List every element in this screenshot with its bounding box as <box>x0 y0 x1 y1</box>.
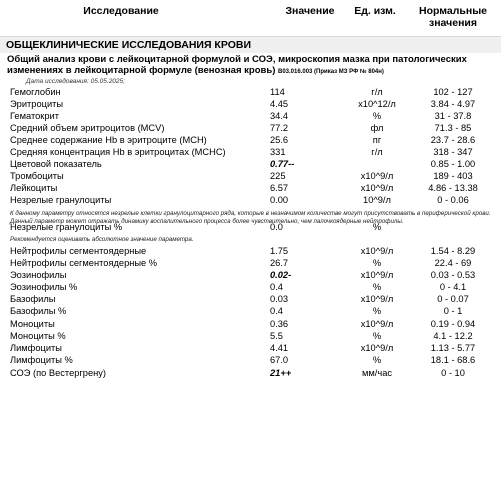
row-value: 225 <box>270 171 286 181</box>
row-range: 31 - 37.8 <box>434 111 472 121</box>
table-row <box>0 305 501 317</box>
row-name: Эозинофилы % <box>10 282 78 292</box>
table-row <box>0 354 501 366</box>
table-row <box>0 158 501 170</box>
row-range: 0 - 0.07 <box>437 294 469 304</box>
study-date: Дата исследования: 05.05.2025; <box>26 78 125 85</box>
row-value: 0.00 <box>270 195 289 205</box>
row-name: Нейтрофилы сегментоядерные % <box>10 258 158 268</box>
row-range: 1.54 - 8.29 <box>430 246 476 256</box>
row-range: 0.03 - 0.53 <box>430 270 476 280</box>
column-header-norm <box>408 5 498 29</box>
row-unit: мм/час <box>361 368 393 378</box>
row-value: 0.0 <box>270 222 283 232</box>
row-name: Среднее содержание Hb в эритроците (MCH) <box>10 135 207 145</box>
row-name: Тромбоциты <box>10 171 64 181</box>
row-name: Эозинофилы <box>10 270 67 280</box>
column-header-study: Исследование <box>83 5 159 17</box>
table-row <box>0 86 501 98</box>
row-unit: % <box>372 111 382 121</box>
row-name: Эритроциты <box>10 99 64 109</box>
row-value: 77.2 <box>270 123 289 133</box>
row-unit: x10^9/л <box>360 294 394 304</box>
column-header-norm-line2: значения <box>429 17 477 29</box>
row-value: 331 <box>270 147 286 157</box>
row-value: 26.7 <box>270 258 289 268</box>
row-range: 1.13 - 5.77 <box>430 343 476 353</box>
row-name: Гематокрит <box>10 111 59 121</box>
row-value: 0.36 <box>270 319 289 329</box>
row-range: 71.3 - 85 <box>434 123 472 133</box>
table-row <box>0 182 501 194</box>
row-range: 23.7 - 28.6 <box>430 135 476 145</box>
row-value: 114 <box>270 87 285 97</box>
table-row <box>0 98 501 110</box>
row-unit: % <box>372 222 382 232</box>
table-row <box>0 257 501 269</box>
row-value: 0.03 <box>270 294 289 304</box>
row-range: 102 - 127 <box>433 87 473 97</box>
row-unit: % <box>372 355 382 365</box>
row-unit: x10^9/л <box>360 246 394 256</box>
study-title: Общий анализ крови с лейкоцитарной формулой и СОЭ, микроскопия мазка при патологических изменениях в лейкоцитарной формуле (венозная кровь) <box>7 54 467 76</box>
row-name: СОЭ (по Вестергрену) <box>10 368 107 378</box>
row-unit: фл <box>370 123 384 133</box>
row-value: 4.45 <box>270 99 289 109</box>
row-range: 4.86 - 13.38 <box>428 183 478 193</box>
table-row <box>0 194 501 206</box>
row-unit: x10^9/л <box>360 319 394 329</box>
row-value: 4.41 <box>270 343 289 353</box>
row-unit: x10^12/л <box>358 99 396 109</box>
row-range: 4.1 - 12.2 <box>433 331 473 341</box>
row-name: Лимфоциты <box>10 343 62 353</box>
table-row <box>0 342 501 354</box>
row-value: 1.75 <box>270 246 289 256</box>
note-immature-granulocytes: К данному параметру относятся незрелые клетки гранулоцитарного ряда, которые в незначимом количестве могут присутствовать в периферической крови. Данный параметр может отражать динамику воспалительного процесса более чувствительно, чем палочкоядерные нейтрофилы. <box>10 210 491 225</box>
row-value: 21++ <box>270 368 292 378</box>
study-code: B03.016.003 (Приказ МЗ РФ № 804н) <box>278 69 384 75</box>
row-unit: г/л <box>371 147 383 157</box>
row-value: 0.02- <box>270 270 292 280</box>
row-range: 318 - 347 <box>433 147 473 157</box>
table-row <box>0 110 501 122</box>
row-range: 0.85 - 1.00 <box>430 159 476 169</box>
row-unit: % <box>372 306 382 316</box>
column-header-norm-line1: Нормальные <box>418 5 487 17</box>
row-unit: % <box>372 331 382 341</box>
row-unit: % <box>372 282 382 292</box>
row-unit: x10^9/л <box>360 183 394 193</box>
column-header-unit: Ед. изм. <box>354 5 396 17</box>
row-name: Средняя концентрация Hb в эритроцитах (MCHC) <box>10 147 226 157</box>
row-name: Лейкоциты <box>10 183 58 193</box>
table-row <box>0 281 501 293</box>
row-unit: 10^9/л <box>363 195 391 205</box>
row-unit: пг <box>372 135 382 145</box>
table-row <box>0 318 501 330</box>
row-unit: x10^9/л <box>360 270 394 280</box>
row-unit: г/л <box>371 87 383 97</box>
table-row <box>0 330 501 342</box>
row-range: 3.84 - 4.97 <box>430 99 476 109</box>
row-value: 0.4 <box>270 282 283 292</box>
row-name: Моноциты % <box>10 331 66 341</box>
study-title-block <box>7 54 497 78</box>
row-unit: % <box>372 258 382 268</box>
table-row <box>0 293 501 305</box>
row-value: 0.4 <box>270 306 283 316</box>
row-name: Незрелые гранулоциты % <box>10 222 123 232</box>
row-range: 0 - 10 <box>441 368 465 378</box>
section-header <box>0 36 501 53</box>
table-row <box>0 367 501 379</box>
row-name: Базофилы % <box>10 306 67 316</box>
row-name: Нейтрофилы сегментоядерные <box>10 246 147 256</box>
row-name: Моноциты <box>10 319 55 329</box>
table-row <box>0 122 501 134</box>
row-unit: x10^9/л <box>360 171 394 181</box>
row-value: 6.57 <box>270 183 289 193</box>
row-name: Цветовой показатель <box>10 159 102 169</box>
note-absolute-value: Рекомендуется оценивать абсолютное значение параметра. <box>10 236 194 243</box>
row-range: 0.19 - 0.94 <box>430 319 476 329</box>
table-header <box>0 0 501 32</box>
row-value: 25.6 <box>270 135 289 145</box>
table-row <box>0 170 501 182</box>
row-range: 18.1 - 68.6 <box>430 355 476 365</box>
row-range: 189 - 403 <box>433 171 473 181</box>
table-row <box>0 269 501 281</box>
row-value: 5.5 <box>270 331 283 341</box>
row-value: 67.0 <box>270 355 289 365</box>
row-name: Незрелые гранулоциты <box>10 195 112 205</box>
row-range: 0 - 1 <box>443 306 463 316</box>
table-row <box>0 245 501 257</box>
column-header-value: Значение <box>285 5 335 17</box>
row-name: Средний объем эритроцитов (MCV) <box>10 123 165 133</box>
row-name: Базофилы <box>10 294 56 304</box>
row-range: 0 - 4.1 <box>439 282 467 292</box>
section-title: ОБЩЕКЛИНИЧЕСКИЕ ИССЛЕДОВАНИЯ КРОВИ <box>6 39 251 51</box>
table-row <box>0 134 501 146</box>
row-value: 34.4 <box>270 111 289 121</box>
table-row <box>0 146 501 158</box>
row-unit: x10^9/л <box>360 343 394 353</box>
row-range: 22.4 - 69 <box>434 258 472 268</box>
row-value: 0.77-- <box>270 159 295 169</box>
row-range: 0 - 0.06 <box>437 195 469 205</box>
row-name: Лимфоциты % <box>10 355 73 365</box>
row-name: Гемоглобин <box>10 87 61 97</box>
